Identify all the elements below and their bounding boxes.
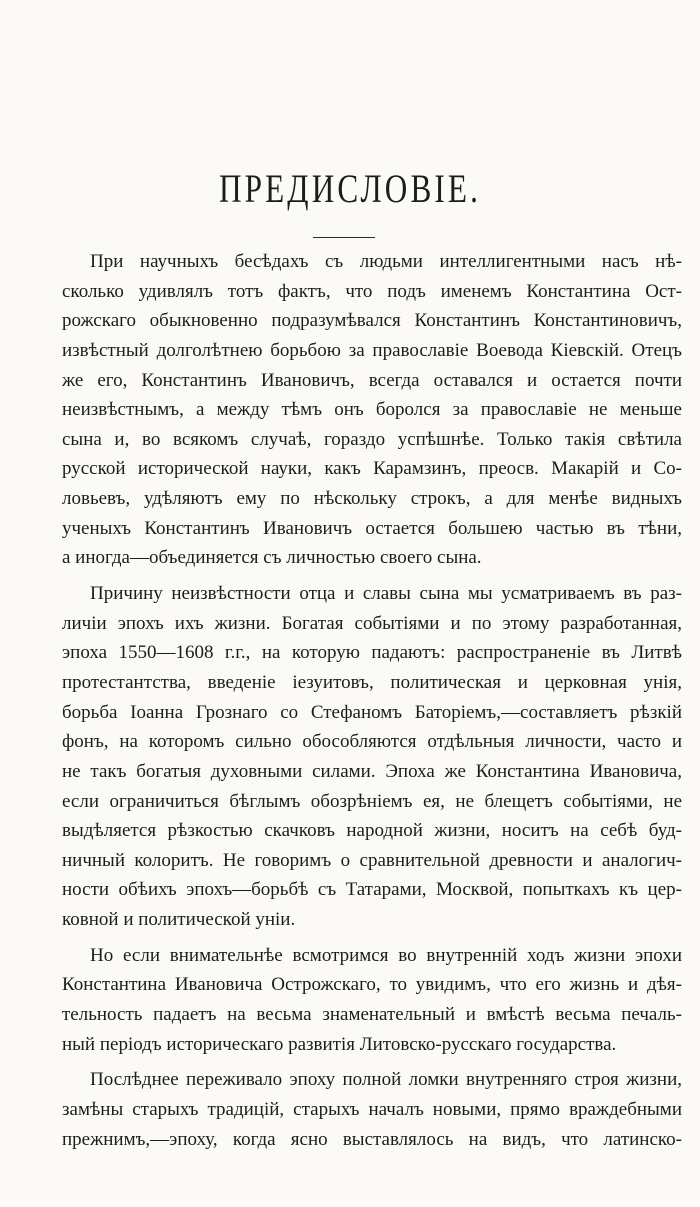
text-line: рожскаго обыкновенно подразумѣвался Константинъ Константиновичъ, <box>62 310 682 332</box>
text-line: эпоха 1550—1608 г.г., на которую падаютъ: распространеніе въ Литвѣ <box>62 642 682 664</box>
paragraph-1 <box>62 247 682 573</box>
text-line: а иногда—объединяется съ личностью своего сына. <box>62 547 482 569</box>
text-line: неизвѣстнымъ, а между тѣмъ онъ боролся за православіе не меньше <box>62 399 682 421</box>
text-line: протестантства, введеніе іезуитовъ, политическая и церковная унія, <box>62 671 682 693</box>
text-line: прежнимъ,—эпоху, когда ясно выставлялось на видъ, что латинско- <box>62 1128 682 1150</box>
text-line: При научныхъ бесѣдахъ съ людьми интеллигентными насъ нѣ- <box>90 251 682 272</box>
body-text <box>62 247 682 1154</box>
text-line: сына и, во всякомъ случаѣ, гораздо успѣшнѣе. Только такія свѣтила <box>62 428 682 450</box>
text-line: не такъ богатыя духовными силами. Эпоха же Константина Ивановича, <box>62 760 682 782</box>
text-line: ничный колоритъ. Не говоримъ о сравнительной древности и аналогич- <box>62 849 682 871</box>
text-line: если ограничиться бѣглымъ обозрѣніемъ ея, не блещетъ событіями, не <box>62 790 682 812</box>
text-line: Константина Ивановича Острожскаго, то увидимъ, что его жизнь и дѣя- <box>62 974 682 996</box>
text-line: тельность падаетъ на весьма знаменательный и вмѣстѣ весьма печаль- <box>62 1004 682 1026</box>
text-line: русской исторической науки, какъ Карамзинъ, преосв. Макарій и Со- <box>62 458 682 480</box>
text-line: борьба Іоанна Грознаго со Стефаномъ Баторіемъ,—составляетъ рѣзкій <box>62 701 682 723</box>
text-line: замѣны старыхъ традицій, старыхъ началъ новыми, прямо враждебными <box>62 1098 682 1120</box>
text-line: выдѣляется рѣзкостью скачковъ народной жизни, носитъ на себѣ буд- <box>62 820 682 842</box>
text-line: ный періодъ историческаго развитія Литовско-русскаго государства. <box>62 1033 617 1055</box>
text-line: личіи эпохъ ихъ жизни. Богатая событіями и по этому разработанная, <box>62 612 682 634</box>
paragraph-3 <box>62 941 682 1060</box>
paragraph-2 <box>62 579 682 935</box>
page-title: ПРЕДИСЛОВІЕ. <box>219 166 481 211</box>
text-line: фонъ, на которомъ сильно обособляются отдѣльныя личности, часто и <box>62 731 682 753</box>
text-line: же его, Константинъ Ивановичъ, всегда оставался и остается почти <box>62 369 682 391</box>
paragraph-4 <box>62 1065 682 1154</box>
title-divider <box>313 237 375 238</box>
text-line: извѣстный долголѣтнею борьбою за православіе Воевода Кіевскій. Отецъ <box>62 339 682 361</box>
text-line: Причину неизвѣстности отца и славы сына мы усматриваемъ въ раз- <box>90 583 682 605</box>
text-line: ковной и политической уніи. <box>62 909 296 931</box>
text-line: ученыхъ Константинъ Ивановичъ остается большею частью въ тѣни, <box>62 517 682 539</box>
text-line: ности обѣихъ эпохъ—борьбѣ съ Татарами, Москвой, попыткахъ къ цер- <box>62 879 682 901</box>
text-line: ловьевъ, удѣляютъ ему по нѣскольку строкъ, а для менѣе видныхъ <box>62 488 682 510</box>
text-line: сколько удивлялъ тотъ фактъ, что подъ именемъ Константина Ост- <box>62 280 682 302</box>
text-line: Но если внимательнѣе всмотримся во внутренній ходъ жизни эпохи <box>90 944 682 966</box>
text-line: Послѣднее переживало эпоху полной ломки внутренняго строя жизни, <box>90 1069 682 1091</box>
